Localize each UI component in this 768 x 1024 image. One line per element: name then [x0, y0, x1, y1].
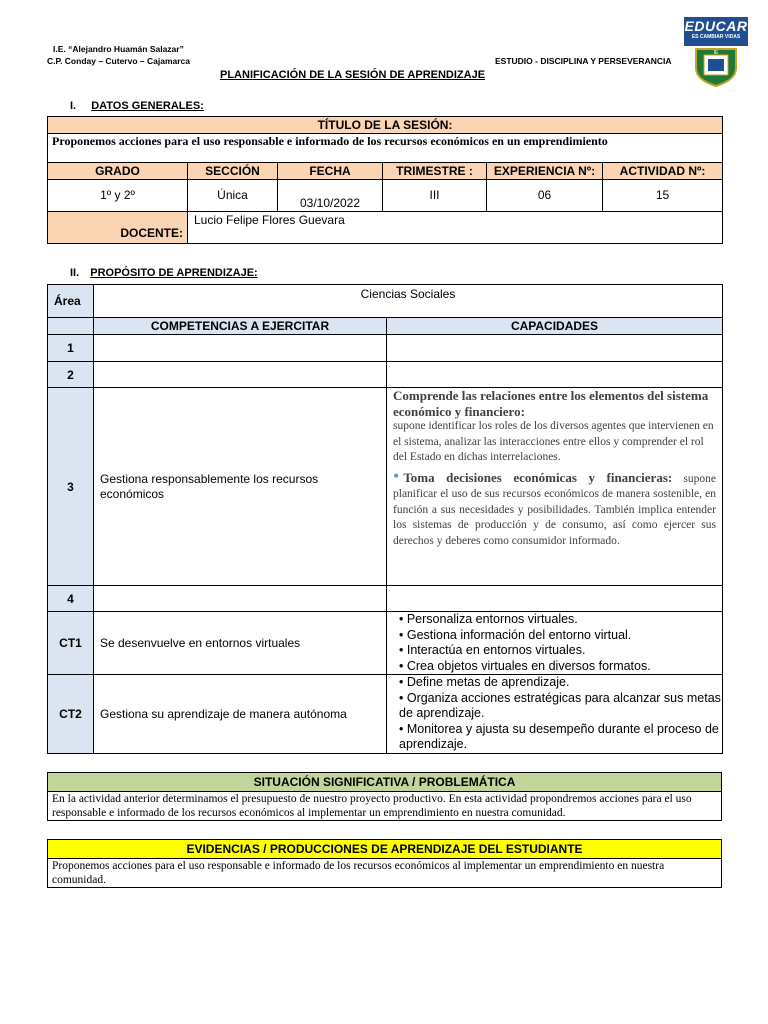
area-label: Área — [48, 285, 94, 318]
school-name: I.E. “Alejandro Huamán Salazar” — [53, 44, 184, 54]
value-actividad: 15 — [603, 180, 723, 212]
evidencias-heading: EVIDENCIAS / PRODUCCIONES DE APRENDIZAJE DEL ESTUDIANTE — [48, 840, 722, 859]
competencia-3: Gestiona responsablemente los recursos económicos — [94, 388, 387, 586]
logo-line2: ES CAMBIAR VIDAS — [691, 34, 741, 40]
competencia-ct2: Gestiona su aprendizaje de manera autónoma — [94, 675, 387, 754]
cap3-text1: supone identificar los roles de los diversos agentes que intervienen en el sistema, analizar las interacciones entre ellos y comprender el rol del Estado en dichas interrelaciones. — [393, 420, 714, 463]
ct1-item: • Crea objetos virtuales en diversos formatos. — [399, 658, 651, 673]
institution-logo — [684, 17, 750, 93]
col-seccion: SECCIÓN — [188, 163, 278, 180]
col-experiencia: EXPERIENCIA Nº: — [487, 163, 603, 180]
row-num-ct2: CT2 — [48, 675, 94, 754]
section-2-heading — [70, 267, 258, 279]
evidencias-text: Proponemos acciones para el uso responsable e informado de los recursos económicos al implementar un emprendimiento en nuestra comunidad. — [48, 859, 722, 888]
page-title: PLANIFICACIÓN DE LA SESIÓN DE APRENDIZAJE — [220, 69, 486, 81]
section-2-number: II. — [70, 267, 80, 279]
datos-generales-table — [47, 116, 723, 244]
capacidad-2 — [387, 362, 723, 388]
svg-text:IE: IE — [713, 50, 719, 56]
ct1-item: • Personaliza entornos virtuales. — [399, 612, 578, 626]
value-trimestre: III — [383, 180, 487, 212]
competencia-1 — [94, 335, 387, 362]
capacidad-3 — [387, 388, 723, 586]
col-grado: GRADO — [48, 163, 188, 180]
value-experiencia: 06 — [487, 180, 603, 212]
cap3-item2 — [393, 465, 717, 550]
ct2-item: • Monitorea y ajusta su desempeño durante el proceso de aprendizaje. — [399, 721, 719, 751]
capacidad-ct2 — [387, 675, 723, 754]
row-num-2: 2 — [48, 362, 94, 388]
capacidad-ct1 — [387, 612, 723, 675]
capacidad-4 — [387, 586, 723, 612]
col-actividad: ACTIVIDAD Nº: — [603, 163, 723, 180]
ct2-item: • Organiza acciones estratégicas para alcanzar sus metas de aprendizaje. — [399, 690, 721, 720]
competencia-ct1: Se desenvuelve en entornos virtuales — [94, 612, 387, 675]
competencia-4 — [94, 586, 387, 612]
shield-emblem-icon — [684, 46, 748, 88]
educar-banner — [684, 17, 748, 46]
value-fecha: 03/10/2022 — [278, 180, 383, 212]
evidencias-table — [47, 839, 722, 888]
value-grado: 1º y 2º — [48, 180, 188, 212]
teacher-name: Lucio Felipe Flores Guevara — [188, 212, 723, 244]
situacion-heading: SITUACIÓN SIGNIFICATIVA / PROBLEMÁTICA — [48, 773, 722, 792]
cap3-heading2: Toma decisiones económicas y financieras: — [403, 469, 673, 485]
area-value: Ciencias Sociales — [94, 285, 723, 318]
section-2-title: PROPÓSITO DE APRENDIZAJE: — [90, 267, 258, 279]
section-1-heading — [70, 100, 204, 112]
cap3-heading1: Comprende las relaciones entre los elementos del sistema económico y financiero: — [393, 388, 709, 419]
col-competencias: COMPETENCIAS A EJERCITAR — [94, 318, 387, 335]
col-fecha: FECHA — [278, 163, 383, 180]
teacher-label: DOCENTE: — [48, 212, 188, 244]
competencia-2 — [94, 362, 387, 388]
situacion-table — [47, 772, 722, 821]
row-num-1: 1 — [48, 335, 94, 362]
session-title-label: TÍTULO DE LA SESIÓN: — [48, 117, 723, 134]
ct1-item: • Interactúa en entornos virtuales. — [399, 643, 586, 657]
section-1-title: DATOS GENERALES: — [91, 100, 204, 112]
col-trimestre: TRIMESTRE : — [383, 163, 487, 180]
cap3-text2: supone planificar el uso de sus recursos económicos de manera sostenible, en función a sus necesidades y posibilidades. También implica entender los sistemas de producción y de consumo, así como ejercer sus derechos y deberes como consumidor informado. — [393, 472, 717, 547]
section-1-number: I. — [70, 100, 77, 112]
capacidad-1 — [387, 335, 723, 362]
row-num-ct1: CT1 — [48, 612, 94, 675]
bullet-icon: • — [393, 465, 400, 486]
ct1-item: • Gestiona información del entorno virtual. — [399, 627, 632, 642]
row-num-4: 4 — [48, 586, 94, 612]
proposito-table — [47, 284, 723, 754]
col-capacidades: CAPACIDADES — [387, 318, 723, 335]
situacion-text: En la actividad anterior determinamos el presupuesto de nuestro proyecto productivo. En esta actividad propondremos acciones para el uso responsable e informado de los recursos económicos al implementar un emprendimiento en nuestra comunidad. — [48, 792, 722, 821]
school-location: C.P. Conday – Cutervo – Cajamarca — [47, 56, 190, 66]
logo-line1: EDUCAR — [684, 18, 748, 34]
value-seccion: Única — [188, 180, 278, 212]
ct2-item: • Define metas de aprendizaje. — [399, 675, 570, 689]
session-title: Proponemos acciones para el uso responsable e informado de los recursos económicos en un emprendimiento — [48, 134, 723, 163]
school-motto: ESTUDIO - DISCIPLINA Y PERSEVERANCIA — [495, 56, 672, 66]
header-blank — [48, 318, 94, 335]
row-num-3: 3 — [48, 388, 94, 586]
